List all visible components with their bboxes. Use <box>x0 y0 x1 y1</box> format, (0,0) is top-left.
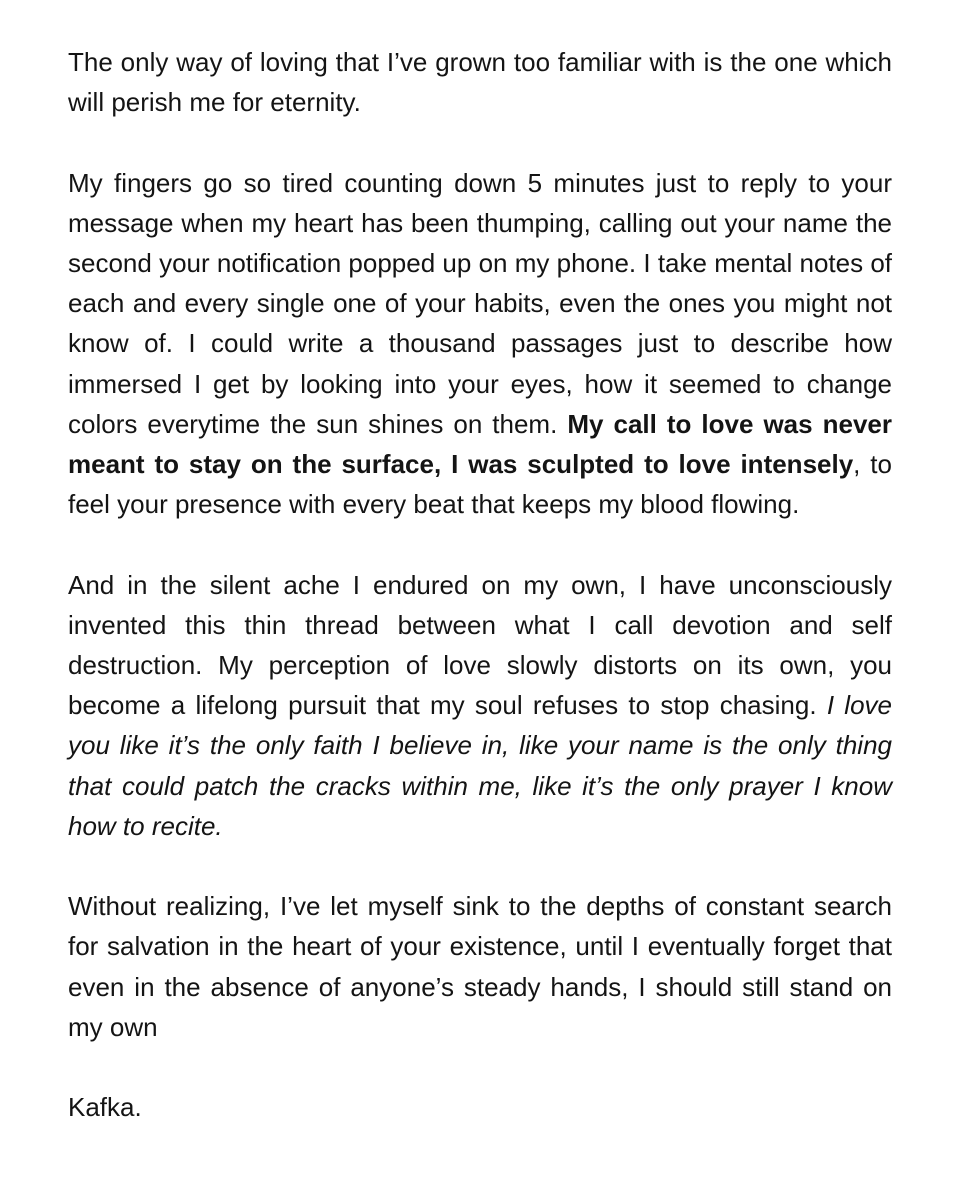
paragraph-fingers-regular: My fingers go so tired counting down 5 minutes just to reply to your message when my heart has been thumping, calling out your name the second your notification popped up on my phone. I take mental notes of each and every single one of your habits, even the ones you might not know of. I could write a thousand passages just to describe how immersed I get by looking into your eyes, how it seemed to change colors everytime the sun shines on them. <box>68 167 892 439</box>
paragraph-without-realizing: Without realizing, I’ve let myself sink to the depths of constant search for salvation in the heart of your existence, until I eventually forget that even in the absence of anyone’s steady hands, I should still stand on my own <box>68 891 892 1042</box>
paragraph-fingers-bold: My call to love was never meant to stay on the surface, I was sculpted to love intensely <box>68 408 893 480</box>
paragraph-silent-ache-italic: I love you like it’s the only faith I believe in, like your name is the only thing that could patch the cracks within me, like it’s the only prayer I know how to recite. <box>68 690 893 841</box>
paragraph-silent-ache-regular: And in the silent ache I endured on my own, I have unconsciously invented this thin thread between what I call devotion and self destruction. My perception of love slowly distorts on its own, you become a lifelong pursuit that my soul refuses to stop chasing. <box>68 569 892 721</box>
paragraph-silent-ache <box>68 565 892 846</box>
paragraph-fingers <box>68 163 892 525</box>
paragraph-fingers-ending: , to feel your presence with every beat that keeps my blood flowing. <box>68 449 892 520</box>
paragraph-intro: The only way of loving that I’ve grown too familiar with is the one which will perish me for eternity. <box>68 47 892 118</box>
signature: Kafka. <box>68 1092 142 1123</box>
